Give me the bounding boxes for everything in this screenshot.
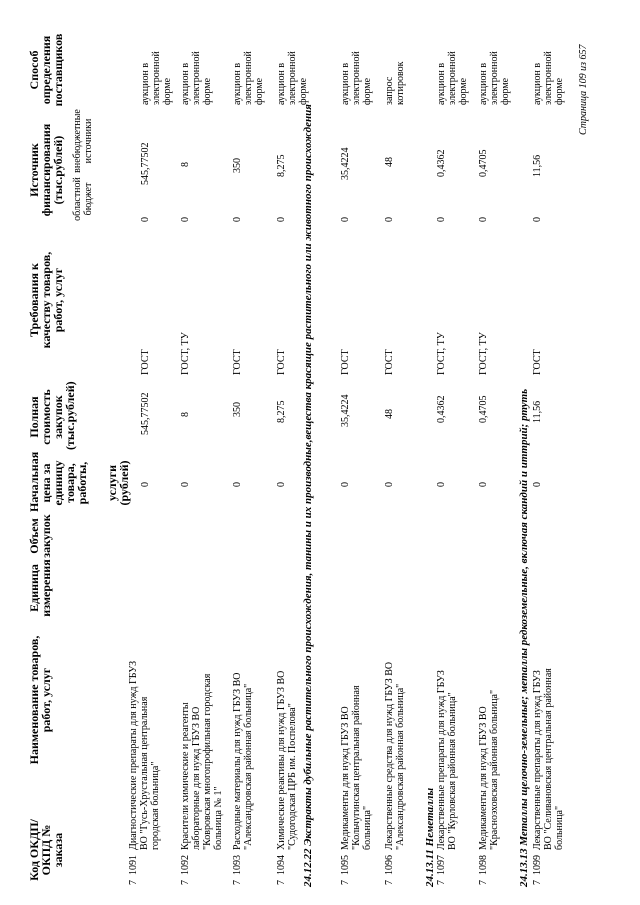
row-method: аукцион в электронной форме	[532, 51, 565, 105]
row-regional: 0	[436, 217, 447, 222]
section-code: 24.13.13	[518, 848, 530, 887]
row-number: 1099	[532, 855, 543, 875]
row-total: 0,4362	[436, 395, 447, 423]
row-number: 1098	[478, 855, 489, 875]
row-price: 0	[180, 482, 191, 487]
row-name: Красители химические и реагенты лабораторные для нужд ГБУЗ ВО "Ковровская многопрофильная городская больница № 1"	[180, 673, 224, 850]
row-regional: 0	[232, 217, 243, 222]
row-name: Медикаменты для нужд ГБУЗ ВО "Красноэховская районная больница"	[478, 689, 500, 850]
row-requirements: ГОСТ	[232, 349, 243, 375]
row-number: 1093	[232, 855, 243, 875]
col-header-funding-external: внебюджетные источники	[72, 109, 94, 173]
row-number: 1092	[180, 855, 191, 875]
col-header-price: Начальная цена за единицу товара, работы,	[27, 451, 89, 512]
col-header-method: Способ определения поставщиков	[27, 33, 65, 107]
row-prefix: 7	[340, 880, 351, 885]
row-number: 1094	[276, 855, 287, 875]
row-external: 8,275	[276, 154, 287, 177]
section-code: 24.13.11	[424, 849, 436, 887]
row-number: 1095	[340, 855, 351, 875]
row-requirements: ГОСТ, ТУ	[478, 332, 489, 375]
row-total: 11,56	[532, 400, 543, 423]
row-external: 0,4705	[478, 149, 489, 177]
row-method: аукцион в электронной форме	[436, 51, 469, 105]
row-regional: 0	[276, 217, 287, 222]
col-header-funding-regional: областной бюджет	[72, 177, 94, 221]
row-number: 1091	[128, 855, 139, 875]
row-prefix: 7	[128, 880, 139, 885]
row-external: 545,77502	[140, 142, 151, 185]
row-name: Химические реактивы для нужд ГБУЗ ВО "Судогодская ЦРБ им. Поспелова"	[276, 670, 298, 850]
row-total: 545,77502	[140, 392, 151, 435]
row-name: Медикаменты для нужд ГБУЗ ВО "Кольчугинская центральная районная больница"	[340, 685, 373, 850]
row-price: 0	[232, 482, 243, 487]
row-method: аукцион в электронной форме	[478, 51, 511, 105]
row-price: 0	[478, 482, 489, 487]
row-total: 35,4224	[340, 394, 351, 427]
row-number: 1097	[436, 855, 447, 875]
row-number: 1096	[384, 855, 395, 875]
page-number: Страница 109 из 657	[578, 44, 589, 135]
row-prefix: 7	[384, 880, 395, 885]
row-price: 0	[436, 482, 447, 487]
col-header-unit: Единица измерения	[27, 559, 53, 617]
row-name: Лекарственные средства для нужд ГБУЗ ВО "Александровская районная больница"	[384, 661, 406, 850]
row-requirements: ГОСТ	[140, 349, 151, 375]
row-method: аукцион в электронной форме	[180, 51, 213, 105]
row-method: аукцион в электронной форме	[340, 51, 373, 105]
row-external: 48	[384, 157, 395, 167]
row-total: 8,275	[276, 400, 287, 423]
row-requirements: ГОСТ	[340, 349, 351, 375]
row-price: 0	[140, 482, 151, 487]
row-prefix: 7	[232, 880, 243, 885]
row-external: 8	[180, 162, 191, 167]
row-name: Лекарственные препараты для нужд ГБУЗ ВО "Селивановская центральная районная больница"	[532, 668, 565, 850]
row-price: 0	[532, 482, 543, 487]
row-prefix: 7	[478, 880, 489, 885]
row-regional: 0	[180, 217, 191, 222]
row-method: запрос котировок	[384, 61, 406, 105]
row-external: 350	[232, 158, 243, 173]
row-regional: 0	[478, 217, 489, 222]
row-price: 0	[340, 482, 351, 487]
col-header-price-unit: услуги (рублей)	[105, 460, 131, 506]
row-requirements: ГОСТ, ТУ	[436, 332, 447, 375]
col-header-name: Наименование товаров, работ, услуг	[27, 635, 53, 765]
section-title: Неметаллы	[424, 787, 436, 847]
row-name: Диагностические препараты для нужд ГБУЗ ВО "Гусь-Хрустальная центральная городская больница"	[128, 660, 161, 850]
row-external: 11,56	[532, 154, 543, 177]
row-regional: 0	[340, 217, 351, 222]
col-header-total: Полная стоимость закупок (тыс.рублей)	[27, 381, 77, 450]
row-requirements: ГОСТ	[532, 349, 543, 375]
row-external: 35,4224	[340, 147, 351, 180]
row-prefix: 7	[436, 880, 447, 885]
row-requirements: ГОСТ	[384, 349, 395, 375]
row-name: Расходные материалы для нужд ГБУЗ ВО "Александровская районная больница"	[232, 672, 254, 850]
row-total: 8	[180, 412, 191, 417]
section-heading	[518, 389, 530, 887]
row-prefix: 7	[532, 880, 543, 885]
col-header-requirements: Требования к качеству товаров, работ, услуг	[27, 251, 65, 349]
row-regional: 0	[384, 217, 395, 222]
row-method: аукцион в электронной форме	[232, 51, 265, 105]
row-external: 0,4362	[436, 149, 447, 177]
row-price: 0	[276, 482, 287, 487]
row-method: аукцион в электронной форме	[276, 51, 309, 105]
row-requirements: ГОСТ	[276, 349, 287, 375]
row-prefix: 7	[276, 880, 287, 885]
section-title: Экстракты дубильные растительного происхождения, танины и их производные,вещества красящие растительного или животного происхождения	[302, 104, 314, 846]
col-header-funding: Источник финансирования (тыс.рублей)	[27, 123, 65, 217]
row-requirements: ГОСТ, ТУ	[180, 332, 191, 375]
row-total: 350	[232, 402, 243, 417]
row-regional: 0	[532, 217, 543, 222]
row-method: аукцион в электронной форме	[140, 51, 173, 105]
row-name: Лекарственные препараты для нужд ГБУЗ ВО "Курловская районная больница"	[436, 670, 458, 850]
section-heading	[302, 104, 314, 887]
col-header-volume: Объем закупок	[27, 514, 53, 558]
row-total: 0,4705	[478, 395, 489, 423]
section-heading	[424, 788, 436, 887]
section-code: 24.12.22	[302, 848, 314, 887]
col-header-code: Код ОКДП/ ОКПД № заказа	[27, 819, 65, 881]
row-price: 0	[384, 482, 395, 487]
row-prefix: 7	[180, 880, 191, 885]
row-regional: 0	[140, 217, 151, 222]
section-title: Металлы щелочно-земельные; металлы редкоземельные, включая скандий и иттрий; ртуть	[518, 388, 530, 846]
row-total: 48	[384, 409, 395, 419]
